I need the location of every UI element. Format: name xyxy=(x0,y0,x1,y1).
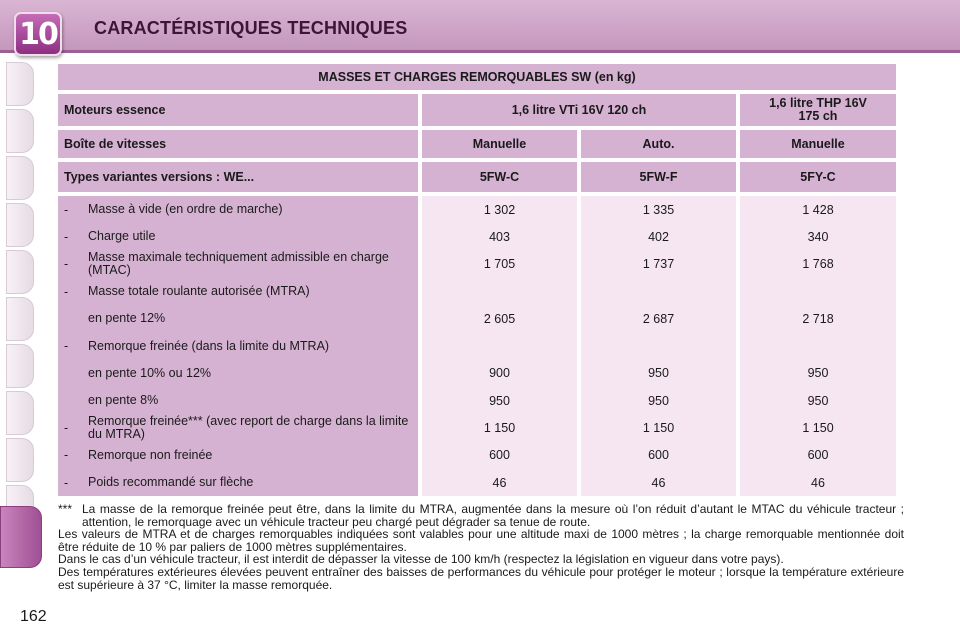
type-1: 5FW-C xyxy=(422,162,577,192)
type-2: 5FW-F xyxy=(581,162,736,192)
notes xyxy=(58,503,904,591)
table-cell: 950 xyxy=(648,366,669,381)
note-paragraph-2: Dans le cas d’un véhicule tracteur, il est interdit de dépasser la vitesse de 100 km/h (respectez la législation en vigueur dans votre pays). xyxy=(58,552,784,567)
table-cell: 600 xyxy=(648,448,669,463)
table-cell: 2 718 xyxy=(802,311,834,326)
gearbox-2: Auto. xyxy=(581,130,736,158)
gearbox-3: Manuelle xyxy=(740,130,896,158)
types-label: Types variantes versions : WE... xyxy=(58,162,418,192)
table-cell: 1 428 xyxy=(802,202,834,217)
engines-label: Moteurs essence xyxy=(58,94,418,126)
values-col-3 xyxy=(740,196,896,496)
chapter-badge: 10 xyxy=(14,12,62,56)
table-cell: 900 xyxy=(489,366,510,381)
table-cell xyxy=(746,332,890,359)
table-cell xyxy=(746,278,890,305)
table-cell: 600 xyxy=(807,448,829,463)
page-title: CARACTÉRISTIQUES TECHNIQUES xyxy=(94,18,408,38)
table-cell: 950 xyxy=(648,393,669,408)
side-tab[interactable] xyxy=(6,344,34,388)
footnote-text: La masse de la remorque freinée peut être, dans la limite du MTRA, augmentée dans la mesure où l’on réduit d’autant le MTAC du véhicule tracteur ; attention, le remorquage avec un véhicule tracteur peu chargé peut dégrader sa tenue de route. xyxy=(82,502,904,529)
side-tab[interactable] xyxy=(6,156,34,200)
table-cell xyxy=(428,278,571,305)
side-tab[interactable] xyxy=(6,203,34,247)
table-cell xyxy=(587,332,730,359)
table-row: en pente 10% ou 12% xyxy=(88,365,212,380)
type-3: 5FY-C xyxy=(740,162,896,192)
note-paragraph-3: Des températures extérieures élevées peuvent entraîner des baisses de performances du véhicule pour protéger le moteur ; lorsque la température extérieure est supérieure à 37 °C, limiter la masse remorquée. xyxy=(58,564,904,592)
table-cell: 1 150 xyxy=(802,421,834,436)
side-tab[interactable] xyxy=(6,109,34,153)
table-cell: 2 605 xyxy=(483,311,516,326)
table-cell: 1 737 xyxy=(642,257,675,272)
engine-2: 1,6 litre THP 16V 175 ch xyxy=(740,94,896,126)
table-row: - Masse totale roulante autorisée (MTRA) xyxy=(64,284,310,299)
table-row: - Masse maximale techniquement admissible en charge (MTAC) xyxy=(64,250,389,278)
table-row: - Remorque freinée (dans la limite du MTRA) xyxy=(64,338,330,354)
mass-table xyxy=(54,60,900,500)
table-cell: 950 xyxy=(807,393,829,408)
table-row: en pente 12% xyxy=(88,311,166,326)
table-cell: 340 xyxy=(807,229,829,244)
table-row: - Remorque freinée*** (avec report de charge dans la limite du MTRA) xyxy=(64,414,409,442)
table-cell xyxy=(587,278,730,305)
gearbox-label: Boîte de vitesses xyxy=(58,130,418,158)
table-cell: 403 xyxy=(489,229,510,244)
table-row: - Masse à vide (en ordre de marche) xyxy=(64,202,283,217)
gearbox-1: Manuelle xyxy=(422,130,577,158)
side-tab[interactable] xyxy=(6,250,34,294)
table-cell: 1 150 xyxy=(642,421,675,436)
table-cell: 950 xyxy=(489,393,510,408)
footnote xyxy=(58,503,904,528)
page-number: 162 xyxy=(20,608,47,625)
table-row: en pente 8% xyxy=(88,393,159,408)
table-cell: 950 xyxy=(807,366,829,381)
engine-1: 1,6 litre VTi 16V 120 ch xyxy=(422,94,736,126)
side-tab[interactable] xyxy=(6,297,34,341)
table-cell: 46 xyxy=(492,475,507,490)
side-tab[interactable] xyxy=(6,438,34,482)
table-cell: 1 335 xyxy=(642,202,675,217)
side-tab-active[interactable] xyxy=(0,506,42,568)
row-labels xyxy=(58,196,418,496)
side-tab[interactable] xyxy=(6,62,34,106)
table-row: - Remorque non freinée xyxy=(64,447,213,463)
table-cell xyxy=(428,332,571,359)
note-paragraph-1: Les valeurs de MTRA et de charges remorquables indiquées sont valables pour une altitude maxi de 1000 mètres ; la charge remorquable mentionnée doit être réduite de 10 % par paliers de 1000 mètres supplémentaires. xyxy=(58,527,904,554)
values-col-2 xyxy=(581,196,736,496)
table-title: MASSES ET CHARGES REMORQUABLES SW (en kg) xyxy=(58,64,896,90)
table-cell: 1 768 xyxy=(802,257,834,272)
table-cell: 1 302 xyxy=(483,202,516,217)
table-cell: 46 xyxy=(811,475,825,490)
footnote-mark: *** xyxy=(58,502,73,516)
table-cell: 2 687 xyxy=(642,311,675,326)
table-cell: 402 xyxy=(648,229,669,244)
table-row: - Charge utile xyxy=(64,229,156,244)
side-tab[interactable] xyxy=(6,391,34,435)
table-cell: 1 150 xyxy=(483,421,516,436)
table-cell: 600 xyxy=(489,448,510,463)
table-row: - Poids recommandé sur flèche xyxy=(64,475,254,490)
side-tabs xyxy=(6,62,34,532)
table-cell: 46 xyxy=(651,475,666,490)
table-cell: 1 705 xyxy=(483,257,516,272)
values-col-1 xyxy=(422,196,577,496)
